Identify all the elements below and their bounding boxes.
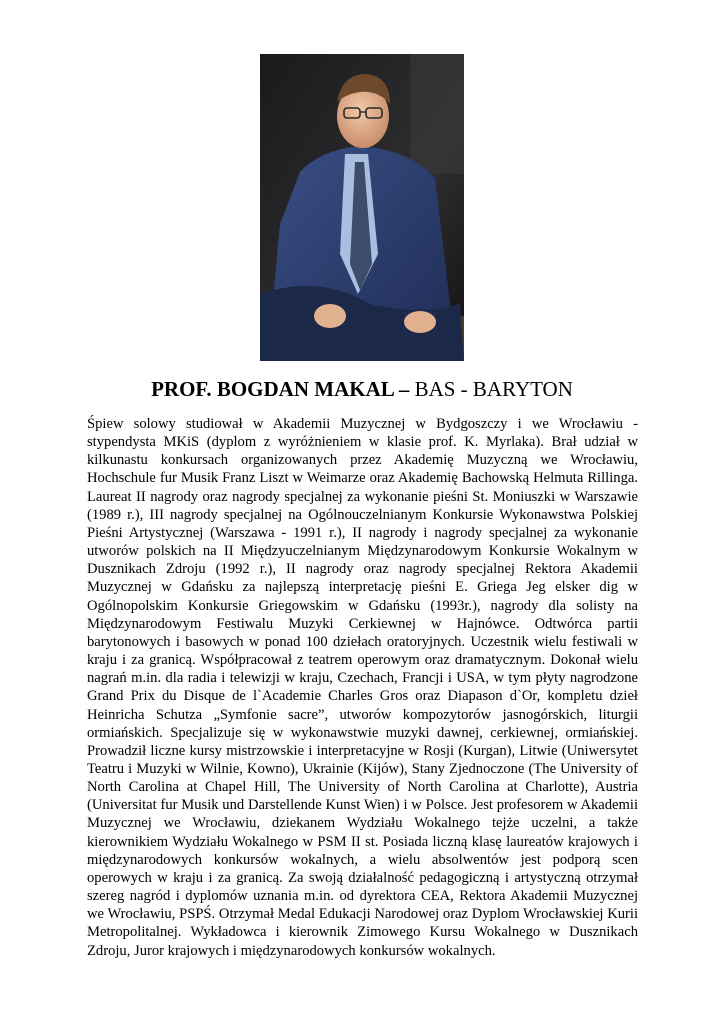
page-title xyxy=(0,376,724,402)
portrait-photo xyxy=(260,54,464,361)
biography-text: Śpiew solowy studiował w Akademii Muzycznej w Bydgoszczy i we Wrocławiu - stypendysta MKiS (dyplom z wyróżnieniem w klasie prof. K. Myrlaka). Brał udział w kilkunastu konkursach organizowanych przez Akademię Muzyczną we Wrocławiu, Hochschule fur Musik Franz Liszt w Weimarze oraz Akademię Bachowską Helmuta Rillinga. Laureat II nagrody oraz nagrody specjalnej za wykonanie pieśni St. Moniuszki w Warszawie (1989 r.), III nagrody specjalnej na Ogólnouczelnianym Konkursie Wykonawstwa Polskiej Pieśni Artystycznej (Warszawa - 1991 r.), II nagrody i nagrody specjalnej za wykonanie utworów polskich na II Międzyuczelnianym Międzynarodowym Konkursie Wokalnym w Dusznikach Zdroju (1992 r.), II nagrody oraz nagrody specjalnej Rektora Akademii Muzycznej w Gdańsku za najlepszą interpretację pieśni E. Griega Jeg elsker dig w Ogólnopolskim Konkursie Griegowskim w Gdańsku (1993r.), nagrody dla solisty na Międzynarodowym Festiwalu Muzyki Cerkiewnej w Hajnówce. Odtwórca partii barytonowych i basowych w ponad 100 dziełach oratoryjnych. Uczestnik wielu festiwali w kraju i za granicą. Współpracował z teatrem operowym oraz dramatycznym. Dokonał wielu nagrań m.in. dla radia i telewizji w kraju, Czechach, Francji i USA, w tym płyty nagrodzone Grand Prix du Disque de l`Academie Charles Gros oraz Diapason d`Or, kompletu dzieł Heinricha Schutza „Symfonie sacre”, utworów kompozytorów jasnogórskich, liturgii ormiańskich. Specjalizuje się w wykonawstwie muzyki dawnej, cerkiewnej, ormiańskiej. Prowadził liczne kursy mistrzowskie i interpretacyjne w Rosji (Kurgan), Litwie (Uniwersytet Teatru i Muzyki w Wilnie, Kowno), Ukrainie (Kijów), Stany Zjednoczone (The University of North Carolina at Chapel Hill, The University of North Carolina at Charlotte), Austria (Universitat fur Musik und Darstellende Kunst Wien) i w Polsce. Jest profesorem w Akademii Muzycznej we Wrocławiu, dziekanem Wydziału Wokalnego tejże uczelni, a także kierownikiem Wydziału Wokalnego w PSM II st. Posiada liczną klasę laureatów krajowych i międzynarodowych konkursów wokalnych, a wielu absolwentów jest podporą scen operowych w kraju i za granicą. Za swoją działalność pedagogiczną i artystyczną otrzymał szereg nagród i dyplomów uznania m.in. od dyrektora CEA, Rektora Akademii Muzycznej we Wrocławiu, PSPŚ. Otrzymał Medal Edukacji Narodowej oraz Dyplom Wrocławskiej Kurii Metropolitalnej. Wykładowca i kierownik Zimowego Kursu Wokalnego w Dusznikach Zdroju, Juror krajowych i międzynarodowych konkursów wokalnych. xyxy=(87,416,638,959)
voice-type: BAS - BARYTON xyxy=(414,377,573,401)
biography xyxy=(87,415,638,960)
artist-name: PROF. BOGDAN MAKAL – xyxy=(151,377,410,401)
portrait-illustration xyxy=(260,54,464,361)
